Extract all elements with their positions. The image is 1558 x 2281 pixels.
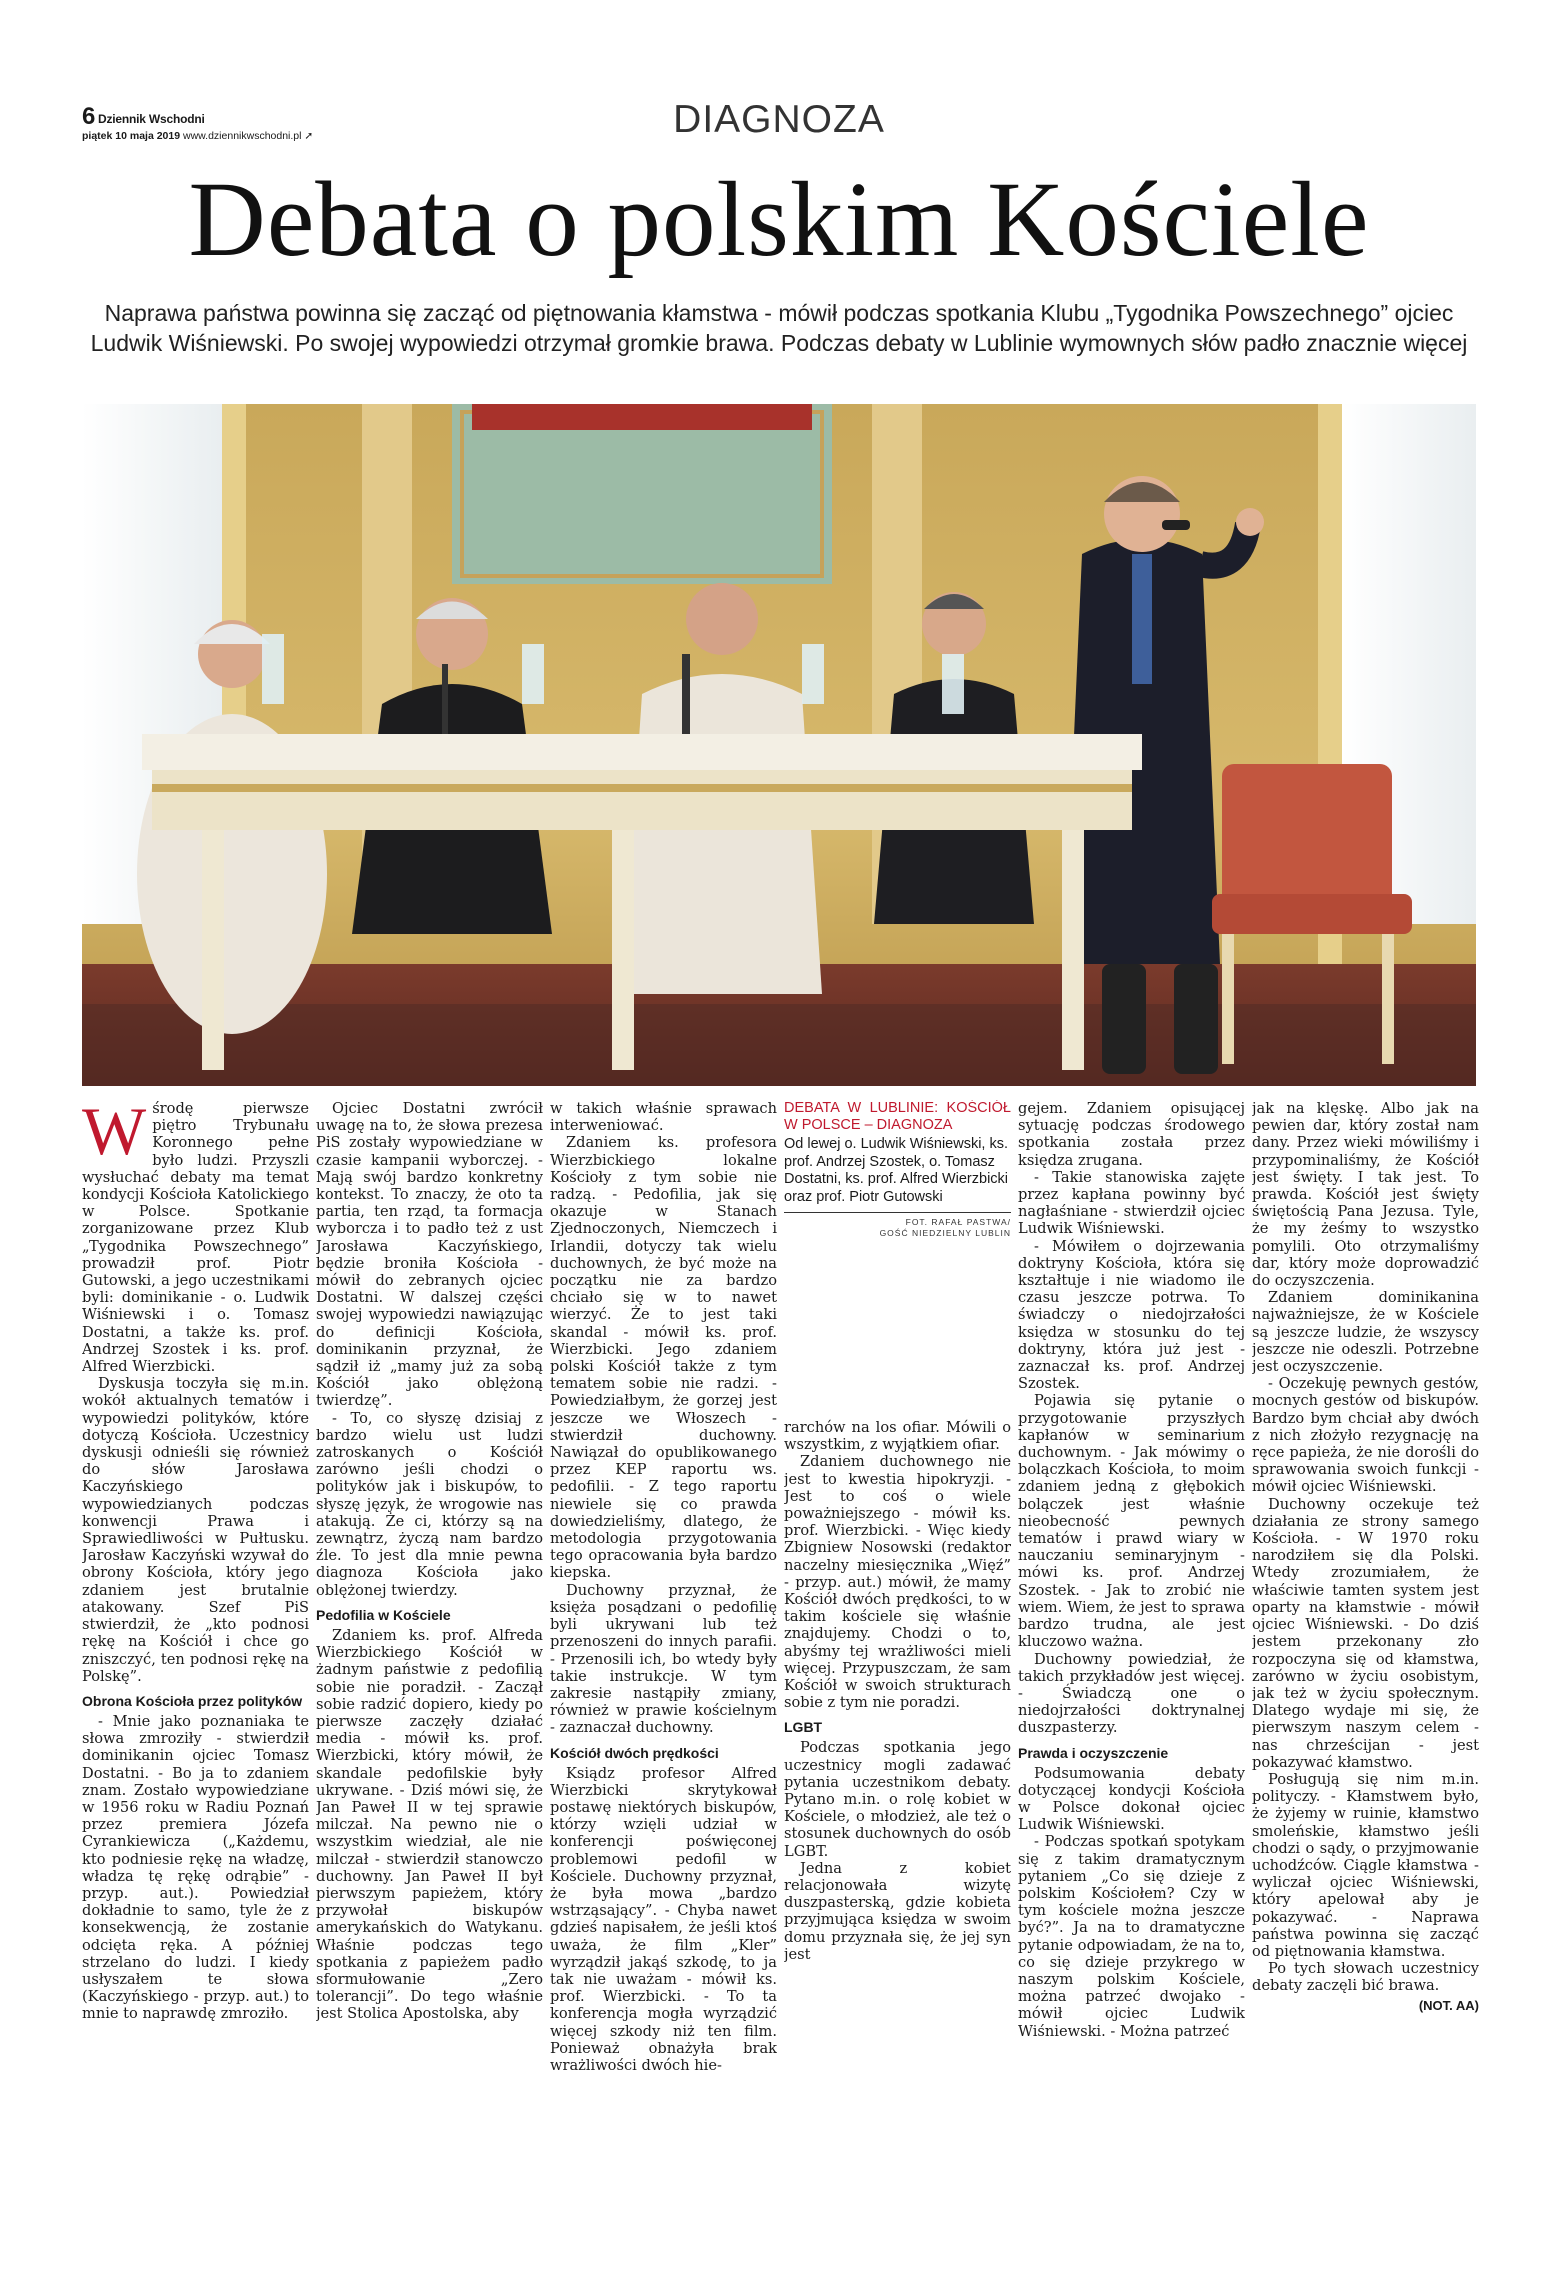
article-paragraph: - Podczas spotkań spotykam się z takim dramatycznym pytaniem „Co się dzieje z polskim Kościołem? Czy w tym kościele można jeszcze być?”. Ja na to dramatyczne pytanie odpowiadam, że na to, co się dzieje przykrego w naszym polskim Kościele, można patrzeć dwojako - mówił ojciec Ludwik Wiśniewski. - Można patrzeć [1018,1833,1245,2040]
photo-credit-line: FOT. RAFAŁ PASTWA/ [905,1217,1011,1227]
lead-paragraph: Naprawa państwa powinna się zacząć od piętnowania kłamstwa - mówił podczas spotkania Klubu „Tygodnika Powszechnego” ojciec Ludwik Wiśniewski. Po swojej wypowiedzi otrzymał gromkie brawa. Podczas debaty w Lublinie wymownych słów padło znacznie więcej [90,300,1468,356]
page-number: 6 [82,103,96,130]
article-paragraph: - Mnie jako poznaniaka te słowa zmroziły - stwierdził dominikanin ojciec Tomasz Dostatni. - Bo ja to zdaniem znam. Zostało wypowiedziane w 1956 roku w Radiu Poznań przez premiera Józefa Cyrankiewicza („Każdemu, kto podniesie rękę na władzę, władza tę rękę odrąbie” - przyp. aut.). Powiedział dokładnie to samo, tyle że z konsekwencją, że zostanie odcięta ręka. A później strzelano do ludzi. I kiedy usłyszałem te słowa (Kaczyńskiego - przyp. aut.) to mnie to naprawdę zmroziło. [82,1712,309,2023]
subheading: Pedofilia w Kościele [316,1606,451,1623]
article-paragraph: Po tych słowach uczestnicy debaty zaczęli bić brawa. [1252,1960,1479,1995]
subheading: LGBT [784,1719,823,1736]
article-paragraph: Jedna z kobiet relacjonowała wizytę duszpasterską, gdzie kobieta przyjmująca księdza w swoim domu przyznała się, że jej syn jest [784,1859,1011,1963]
column-6 [1252,1100,1479,2256]
cursor-arrow-icon: ➚ [304,130,314,142]
caption-divider [784,1212,1011,1213]
subheading: Prawda i oczyszczenie [1018,1744,1169,1761]
article-paragraph: w takich właśnie sprawach interweniować. [550,1100,777,1135]
paragraph-text: środę pierwsze piętro Trybunału Koronnego pełne było ludzi. Przyszli wysłuchać debaty ma temat kondycji Kościoła Katolickiego w Polsce. Spotkanie zorganizowane przez Klub „Tygodnika Powszechnego” prowadził prof. Piotr Gutowski, a jego uczestnikami byli: dominikanie - o. Ludwik Wiśniewski i o. Tomasz Dostatni, a także ks. prof. Andrzej Szostek i ks. prof. Alfred Wierzbicki. [82,1100,309,1376]
article-paragraph: rarchów na los ofiar. Mówili o wszystkim, z wyjątkiem ofiar. [784,1419,1011,1454]
article-paragraph: Zdaniem ks. profesora Wierzbickiego lokalne Kościoły z tym sobie nie radzą. - Pedofilia, jak się okazuje w Stanach Zjednoczonych, Niemczech i Irlandii, dotyczy tak wielu duchownych, że być może na początku nie za bardzo chciało się w to nawet wierzyć. Że to jest taki skandal - mówił ks. prof. Wierzbicki. Jego zdaniem polski Kościół także z tym tematem sobie nie radzi. - Powiedziałbym, że gorzej jest jeszcze we Włoszech - stwierdził duchowny. Nawiązał do opublikowanego przez KEP raportu ws. pedofilii. - Z tego raportu niewiele się co prawda dowiedzieliśmy, dlatego, że metodologia przygotowania tego opracowania była bardzo kiepska. [550,1134,777,1582]
article-paragraph: Duchowny przyznał, że księża posądzani o pedofilię byli ukrywani lub też przenoszeni do innych parafii. - Przenosili ich, bo wtedy były takie instrukcje. W tym zakresie nastąpiły zmiany, również w prawie kościelnym - zaznaczał duchowny. [550,1581,777,1737]
caption-text: Od lewej o. Ludwik Wiśniewski, ks. prof. Andrzej Szostek, o. Tomasz Dostatni, ks. prof. Alfred Wierzbicki oraz prof. Piotr Gutowski [784,1136,1009,1205]
section-label: DIAGNOZA [673,98,885,141]
author-signature: (NOT. AA) [1418,1997,1479,2013]
column-spacer [784,1249,1011,1419]
photo-caption [784,1100,1011,1239]
column-3 [550,1100,777,2256]
column-1 [82,1100,309,2256]
article-paragraph: Ojciec Dostatni zwrócił uwagę na to, że słowa prezesa PiS zostały wypowiedziane w czasie kampanii wyborczej. - Mają swój bardzo konkretny kontekst. To znaczy, że oto ta partia, ten rząd, ta formacja wyborcza i to padło też z ust Jarosława Kaczyńskiego, będzie broniła Kościoła - mówił do zebranych ojciec Dostatni. W dalszej części swojej wypowiedzi nawiązując do definicji Kościoła, dominikanin przyznał, że sądził iż „mamy już za sobą Kościół jako oblężoną twierdzę”. [316,1100,543,1410]
column-4 [784,1100,1011,2256]
column-5 [1018,1100,1245,2256]
article-paragraph: Duchowny powiedział, że takich przykładów jest więcej. - Świadczą one o niedojrzałości doktrynalnej duszpasterzy. [1018,1650,1245,1737]
article-paragraph [82,1100,309,1375]
paper-name: Dziennik Wschodni [98,112,205,126]
subheading: Obrona Kościoła przez polityków [82,1692,303,1709]
debate-photo [82,404,1476,1086]
article-paragraph: - Takie stanowiska zajęte przez kapłana powinny być nagłaśniane - stwierdził ojciec Ludwik Wiśniewski. [1018,1168,1245,1238]
subheading: Kościół dwóch prędkości [550,1744,719,1761]
article-paragraph: Podczas spotkania jego uczestnicy mogli zadawać pytania uczestnikom debaty. Pytano m.in. o rolę kobiet w Kościele, o młodzież, ale też o stosunek duchownych do osób LGBT. [784,1739,1011,1860]
article-paragraph: gejem. Zdaniem opisującej sytuację podczas środowego spotkania została przez księdza zrugana. [1018,1100,1245,1169]
article-paragraph: - Mówiłem o dojrzewania doktryny Kościoła, która się kształtuje i nie wiadomo ile czasu jeszcze potrwa. To świadczy o niedojrzałości księdza w stosunku do tej doktryny, która już jest - zaznaczał ks. prof. Andrzej Szostek. [1018,1237,1245,1393]
article-paragraph: Ksiądz profesor Alfred Wierzbicki skrytykował postawę niektórych biskupów, którzy wzięli udział w konferencji poświęconej problemowi pedofil w Kościele. Duchowny przyznał, że była mowa „bardzo wstrząsający”. - Chyba nawet gdzieś napisałem, że jeśli ktoś uważa, że film „Kler” wyrządził jakąś szkodę, to ja tak nie uważam - mówił ks. prof. Wierzbicki. - To ta konferencja mogła wyrządzić więcej szkody niż ten film. Ponieważ obnażyła brak wrażliwości dwóch hie- [550,1764,777,2074]
article-paragraph: Zdaniem dominikanina najważniejsze, że w Kościele są jeszcze ludzie, że wszyscy jeszcze nie odeszli. Potrzebne jest oczyszczenie. [1252,1289,1479,1376]
website-link[interactable]: www.dziennikwschodni.pl [183,130,302,142]
article-paragraph: Pojawia się pytanie o przygotowanie przyszłych kapłanów w seminarium duchownym. - Jak mówimy o bolączkach Kościoła, to moim zdaniem jedną z głębokich bolączek jest właśnie nieobecność pewnych tematów i prawd wiary w nauczaniu seminaryjnym - mówi ks. prof. Andrzej Szostek. - Jak to zrobić nie wiem. Wiem, że jest to sprawa bardzo trudna, ale jest kluczowo ważna. [1018,1392,1245,1651]
photo-credit [784,1217,1011,1239]
article-paragraph: jak na klęskę. Albo jak na pewien dar, który został nam dany. Przez wieki mówiliśmy i przypominaliśmy, że Kościół jest święty. I tak jest. To prawda. Kościół jest święty świętością Pana Jezusa. Tyle, że my żeśmy to wszystko pomylili. Oto otrzymaliśmy dar, który może doprowadzić do oczyszczenia. [1252,1100,1479,1290]
article-paragraph: Posługują się nim m.in. polityczy. - Kłamstwem było, że żyjemy w ruinie, kłamstwo smoleńskie, kłamstwo jeśli chodzi o sądy, o przyjmowanie uchodźców. Ciągle kłamstwa - wyliczał ojciec Wiśniewski, który apelował aby je pokazywać. - Naprawa państwa powinna się zacząć od piętnowania kłamstwa. [1252,1770,1479,1960]
article-paragraph: Zdaniem duchownego nie jest to kwestia hipokryzji. - Jest to coś o wiele poważniejszego - mówił ks. prof. Wierzbicki. - Więc kiedy Zbigniew Nosowski (redaktor naczelny miesięcznika „Więź” - przyp. aut.) mówił, że mamy Kościół dwóch prędkości, to w takim kościele się właśnie znajdujemy. Chodzi o to, abyśmy tej wrażliwości mieli więcej. Przypuszczam, że sam Kościół w swoich strukturach sobie z tym nie poradzi. [784,1453,1011,1712]
article-paragraph: Podsumowania debaty dotyczącej kondycji Kościoła w Polsce dokonał ojciec Ludwik Wiśniewski. [1018,1764,1245,1834]
photo-credit-line: GOŚĆ NIEDZIELNY LUBLIN [879,1228,1011,1238]
article-paragraph: Duchowny oczekuje też działania ze strony samego Kościoła. - W 1970 roku narodziłem się dla Polski. Wtedy zrozumiałem, że właściwie tamten system jest oparty na kłamstwie - mówił ojciec Wiśniewski. - Do dziś jestem przekonany zło rozpoczyna się od kłamstwa, zarówno w życiu osobistym, jak też w życiu społecznym. Dlatego wydaje mi się, że pierwszym naszym celem - nas chrześcijan - jest pokazywać kłamstwo. [1252,1495,1479,1771]
column-2 [316,1100,543,2256]
caption-title: DEBATA W LUBLINIE: KOŚCIÓŁ W POLSCE – DIAGNOZA [784,1100,1011,1133]
issue-date: piątek 10 maja 2019 [82,130,181,142]
article-paragraph: - Oczekuję pewnych gestów, mocnych gestów od biskupów. Bardzo bym chciał aby dwóch z nich złożyło rezygnację na ręce papieża, że nie dorośli do sprawowania swoich funkcji - mówił ojciec Wiśniewski. [1252,1375,1479,1496]
article-paragraph: Zdaniem ks. prof. Alfreda Wierzbickiego Kościół w żadnym państwie z pedofilią sobie nie poradził. - Zaczął sobie radzić dopiero, kiedy po pierwsze zaczęły działać media - mówił ks. prof. Wierzbicki, który mówił, że skandale pedofilskie były ukrywane. - Dziś mówi się, że Jan Paweł II w tej sprawie milczał. Na pewno nie o wszystkim wiedział, ale nie milczał - stwierdził stanowczo duchowny. Jan Paweł II był pierwszym papieżem, który przywołał biskupów amerykańskich do Watykanu. Właśnie podczas tego spotkania z papieżem padło sformułowanie „Zero tolerancji”. Do tego właśnie jest Stolica Apostolska, aby [316,1626,543,2023]
headline: Debata o polskim Kościele [188,161,1370,279]
dropcap: W [82,1100,147,1169]
article-paragraph: - To, co słyszę dzisiaj z bardzo wielu ust ludzi zatroskanych o Kościół zarówno jeśli chodzi o polityków jak i biskupów, to słyszę język, że wrogowie nas atakują. Że ci, którzy są na zewnątrz, życzą nam bardzo źle. To jest dla mnie pewna diagnoza Kościoła jako oblężonej twierdzy. [316,1409,543,1599]
article-paragraph: Dyskusja toczyła się m.in. wokół aktualnych tematów i wypowiedzi polityków, które dotyczą Kościoła. Uczestnicy dyskusji odnieśli się również do słów Jarosława Kaczyńskiego wypowiedzianych podczas konwencji Prawa i Sprawiedliwości w Pułtusku. Jarosław Kaczyński wzywał do obrony Kościoła, który jego zdaniem jest brutalnie atakowany. Szef PiS stwierdził, że „kto podnosi rękę na Kościół i chce go zniszczyć, ten podnosi rękę na Polskę”. [82,1375,309,1685]
debate-photo-illustration [82,404,1476,1086]
